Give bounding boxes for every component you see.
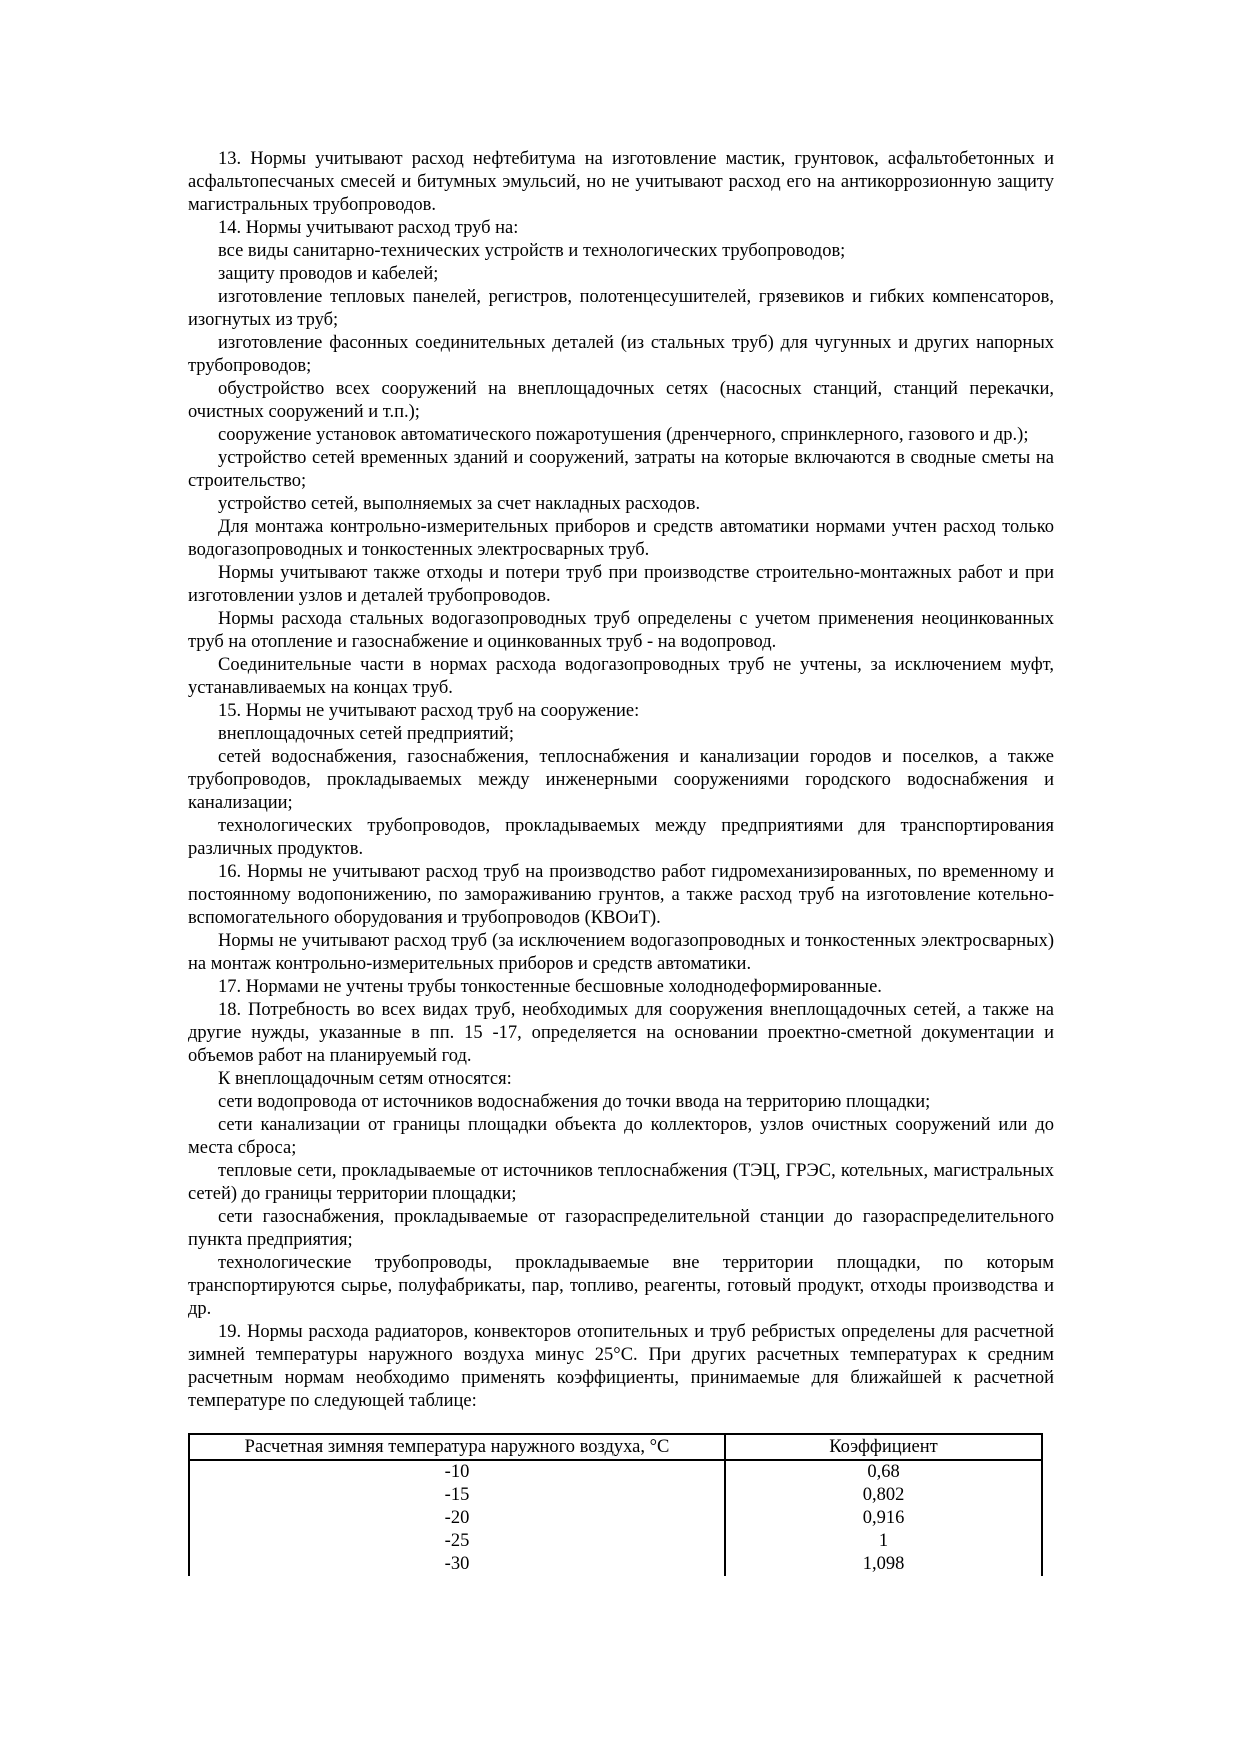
page-content <box>188 148 1054 1576</box>
coefficient-cell: 1,098 <box>725 1553 1042 1576</box>
paragraph: Нормы расхода стальных водогазопроводных труб определены с учетом применения неоцинкованных труб на отопление и газоснабжение и оцинкованных труб - на водопровод. <box>188 609 1054 652</box>
list-item: технологические трубопроводы, прокладываемые вне территории площадки, по которым транспортируются сырье, полуфабрикаты, пар, топливо, реагенты, готовый продукт, отходы производства и др. <box>188 1253 1054 1319</box>
list-item: внеплощадочных сетей предприятий; <box>218 724 514 744</box>
temperature-cell: -30 <box>189 1553 725 1576</box>
list-item: тепловые сети, прокладываемые от источников теплоснабжения (ТЭЦ, ГРЭС, котельных, магистральных сетей) до границы территории площадки; <box>188 1161 1054 1204</box>
paragraph: К внеплощадочным сетям относятся: <box>218 1069 512 1089</box>
list-item: обустройство всех сооружений на внеплощадочных сетях (насосных станций, станций перекачки, очистных сооружений и т.п.); <box>188 379 1054 422</box>
coefficient-cell: 1 <box>725 1530 1042 1553</box>
table-header-row <box>189 1434 1042 1460</box>
temperature-cell: -10 <box>189 1460 725 1484</box>
list-item: сооружение установок автоматического пожаротушения (дренчерного, спринклерного, газового и др.); <box>218 425 1029 445</box>
paragraph-17: 17. Нормами не учтены трубы тонкостенные бесшовные холоднодеформированные. <box>218 977 882 997</box>
list-item: сети водопровода от источников водоснабжения до точки ввода на территорию площадки; <box>218 1092 931 1112</box>
paragraph-13: 13. Нормы учитывают расход нефтебитума на изготовление мастик, грунтовок, асфальтобетонных и асфальтопесчаных смесей и битумных эмульсий, но не учитывают расход его на антикоррозионную защиту магистральных трубопроводов. <box>188 149 1054 215</box>
paragraph-15: 15. Нормы не учитывают расход труб на сооружение: <box>218 701 640 721</box>
body-text <box>188 148 1054 1413</box>
paragraph: Нормы учитывают также отходы и потери труб при производстве строительно-монтажных работ и при изготовлении узлов и деталей трубопроводов. <box>188 563 1054 606</box>
paragraph: Для монтажа контрольно-измерительных приборов и средств автоматики нормами учтен расход только водогазопроводных и тонкостенных электросварных труб. <box>188 517 1054 560</box>
paragraph-18: 18. Потребность во всех видах труб, необходимых для сооружения внеплощадочных сетей, а также на другие нужды, указанные в пп. 15 -17, определяется на основании проектно-сметной документации и объемов работ на планируемый год. <box>188 1000 1054 1066</box>
temperature-cell: -15 <box>189 1484 725 1507</box>
list-item: устройство сетей временных зданий и сооружений, затраты на которые включаются в сводные сметы на строительство; <box>188 448 1054 491</box>
coefficient-cell: 0,916 <box>725 1507 1042 1530</box>
list-item: сетей водоснабжения, газоснабжения, теплоснабжения и канализации городов и поселков, а также трубопроводов, прокладываемых между инженерными сооружениями городского водоснабжения и канализации; <box>188 747 1054 813</box>
spacer <box>188 1413 1054 1433</box>
temperature-cell: -25 <box>189 1530 725 1553</box>
list-item: изготовление тепловых панелей, регистров, полотенцесушителей, грязевиков и гибких компенсаторов, изогнутых из труб; <box>188 287 1054 330</box>
list-item: защиту проводов и кабелей; <box>218 264 439 284</box>
coefficient-table <box>188 1433 1043 1576</box>
list-item: технологических трубопроводов, прокладываемых между предприятиями для транспортирования различных продуктов. <box>188 816 1054 859</box>
table-row <box>189 1460 1042 1484</box>
table-row <box>189 1484 1042 1507</box>
coefficient-cell: 0,68 <box>725 1460 1042 1484</box>
list-item: сети газоснабжения, прокладываемые от газораспределительной станции до газораспределительного пункта предприятия; <box>188 1207 1054 1250</box>
coefficient-cell: 0,802 <box>725 1484 1042 1507</box>
table-row <box>189 1553 1042 1576</box>
column-header-temperature: Расчетная зимняя температура наружного воздуха, °С <box>189 1434 725 1460</box>
temperature-cell: -20 <box>189 1507 725 1530</box>
table-row <box>189 1530 1042 1553</box>
paragraph-19: 19. Нормы расхода радиаторов, конвекторов отопительных и труб ребристых определены для расчетной зимней температуры наружного воздуха минус 25°С. При других расчетных температурах к средним расчетным нормам необходимо применять коэффициенты, принимаемые для ближайшей к расчетной температуре по следующей таблице: <box>188 1322 1054 1411</box>
list-item: сети канализации от границы площадки объекта до коллекторов, узлов очистных сооружений или до места сброса; <box>188 1115 1054 1158</box>
paragraph: Нормы не учитывают расход труб (за исключением водогазопроводных и тонкостенных электросварных) на монтаж контрольно-измерительных приборов и средств автоматики. <box>188 931 1054 974</box>
list-item: все виды санитарно-технических устройств и технологических трубопроводов; <box>218 241 846 261</box>
table-row <box>189 1507 1042 1530</box>
paragraph-14: 14. Нормы учитывают расход труб на: <box>218 218 519 238</box>
list-item: изготовление фасонных соединительных деталей (из стальных труб) для чугунных и других напорных трубопроводов; <box>188 333 1054 376</box>
paragraph-16: 16. Нормы не учитывают расход труб на производство работ гидромеханизированных, по временному и постоянному водопонижению, по замораживанию грунтов, а также расход труб на изготовление котельно-вспомогательного оборудования и трубопроводов (КВОиТ). <box>188 862 1054 928</box>
column-header-coefficient: Коэффициент <box>725 1434 1042 1460</box>
list-item: устройство сетей, выполняемых за счет накладных расходов. <box>218 494 701 514</box>
paragraph: Соединительные части в нормах расхода водогазопроводных труб не учтены, за исключением муфт, устанавливаемых на концах труб. <box>188 655 1054 698</box>
